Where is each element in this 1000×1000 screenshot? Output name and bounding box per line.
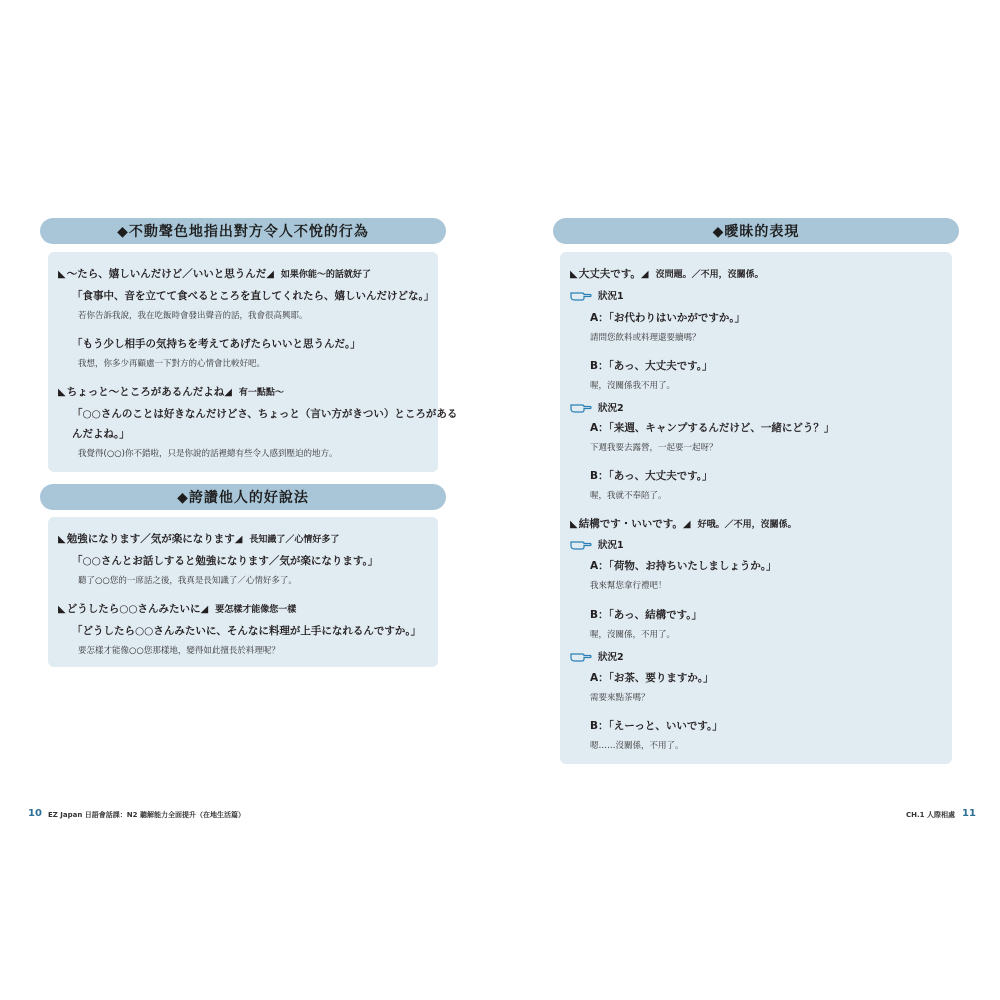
term-line bbox=[58, 531, 339, 546]
situation-text: 狀況2 bbox=[598, 403, 624, 414]
term-text: ちょっと～ところがあるんだよね bbox=[66, 386, 225, 398]
pointing-hand-icon bbox=[570, 650, 592, 662]
example-jp: んだよね。」 bbox=[72, 428, 130, 440]
footer-chapter: CH.1 人際相處 bbox=[906, 811, 955, 819]
dialog-a-zh: 請問您飲料或料理還要續嗎？ bbox=[590, 333, 701, 343]
dialog-a: A：「来週、キャンプするんだけど、一緒にどう？」 bbox=[590, 422, 835, 434]
section-title-text: ◆誇讚他人的好說法 bbox=[177, 490, 309, 506]
content-box-3 bbox=[560, 252, 952, 764]
dialog-b: B：「あっ、大丈夫です。」 bbox=[590, 470, 713, 482]
pointing-hand-icon bbox=[570, 538, 592, 550]
example-zh: 聽了○○您的一席話之後，我真是長知識了／心情好多了。 bbox=[78, 576, 297, 586]
term-text: 勉強になります／気が楽になります bbox=[66, 533, 235, 545]
triangle-icon: ◣ bbox=[58, 269, 66, 280]
section-title-praise bbox=[40, 484, 446, 510]
term-text: どうしたら○○さんみたいに bbox=[66, 603, 201, 615]
footer-title: EZ Japan 日語會話課：N2 聽解能力全面提升（在地生活篇） bbox=[48, 811, 245, 819]
section-title-text: ◆曖昧的表現 bbox=[712, 224, 800, 240]
triangle-icon: ◢ bbox=[640, 269, 649, 280]
example-zh: 若你告訴我說，我在吃飯時會發出聲音的話，我會很高興耶。 bbox=[78, 311, 308, 321]
section-title-text: ◆不動聲色地指出對方令人不悅的行為 bbox=[117, 224, 369, 240]
example-jp: 「もう少し相手の気持ちを考えてあげたらいいと思うんだ。」 bbox=[72, 338, 361, 350]
term-meaning: 有一點點～ bbox=[238, 388, 284, 398]
dialog-b: B：「あっ、大丈夫です。」 bbox=[590, 360, 713, 372]
situation-text: 狀況2 bbox=[598, 652, 624, 663]
situation-text: 狀況1 bbox=[598, 291, 624, 302]
term-meaning: 沒問題。／不用，沒關係。 bbox=[655, 270, 764, 280]
situation-text: 狀況1 bbox=[598, 540, 624, 551]
example-jp: 「○○さんのことは好きなんだけどさ、ちょっと（言い方がきつい）ところがある bbox=[72, 408, 458, 420]
dialog-a: A：「お代わりはいかがですか。」 bbox=[590, 312, 746, 324]
term-line bbox=[570, 516, 797, 531]
example-jp: 「どうしたら○○さんみたいに、そんなに料理が上手になれるんですか。」 bbox=[72, 625, 422, 637]
triangle-icon: ◣ bbox=[58, 534, 66, 545]
term-text: ～たら、嬉しいんだけど／いいと思うんだ bbox=[66, 268, 267, 280]
term-line bbox=[58, 601, 296, 616]
right-page bbox=[500, 0, 1000, 1000]
dialog-a: A：「荷物、お持ちいたしましょうか。」 bbox=[590, 560, 777, 572]
term-meaning: 要怎樣才能像您一樣 bbox=[215, 605, 297, 615]
term-text: 結構です・いいです。 bbox=[578, 518, 683, 530]
section-title-ambiguous bbox=[553, 218, 959, 244]
triangle-icon: ◢ bbox=[682, 519, 691, 530]
dialog-b-zh: 喔，沒關係我不用了。 bbox=[590, 381, 676, 391]
example-zh: 我想，你多少再顧慮一下對方的心情會比較好吧。 bbox=[78, 359, 266, 369]
triangle-icon: ◢ bbox=[234, 534, 243, 545]
example-zh: 我覺得(○○)你不錯啦，只是你說的話裡總有些令人感到壓迫的地方。 bbox=[78, 449, 338, 459]
term-line bbox=[58, 384, 284, 399]
situation-label bbox=[570, 400, 624, 414]
page-number: 10 bbox=[28, 808, 42, 819]
term-line bbox=[570, 266, 764, 281]
dialog-b-zh: 喔，我就不奉陪了。 bbox=[590, 491, 667, 501]
triangle-icon: ◣ bbox=[570, 269, 578, 280]
situation-label bbox=[570, 288, 624, 302]
example-jp: 「○○さんとお話しすると勉強になります／気が楽になります。」 bbox=[72, 555, 379, 567]
dialog-a: A：「お茶、要りますか。」 bbox=[590, 672, 714, 684]
example-zh: 要怎樣才能像○○您那樣地，變得如此擅長於料理呢？ bbox=[78, 646, 280, 656]
dialog-a-zh: 下週我要去露營，一起要一起呀？ bbox=[590, 443, 718, 453]
triangle-icon: ◣ bbox=[570, 519, 578, 530]
term-meaning: 好哦。／不用，沒關係。 bbox=[697, 520, 797, 530]
dialog-b: B：「あっ、結構です。」 bbox=[590, 609, 703, 621]
term-line bbox=[58, 266, 371, 281]
dialog-a-zh: 需要來點茶嗎？ bbox=[590, 693, 650, 703]
triangle-icon: ◢ bbox=[266, 269, 274, 280]
page-number: 11 bbox=[962, 808, 976, 819]
triangle-icon: ◢ bbox=[200, 604, 209, 615]
pointing-hand-icon bbox=[570, 289, 592, 301]
dialog-b: B：「えーっと、いいです。」 bbox=[590, 720, 723, 732]
term-meaning: 長知識了／心情好多了 bbox=[249, 535, 340, 545]
dialog-b-zh: 嗯……沒關係，不用了。 bbox=[590, 741, 684, 751]
dialog-b-zh: 喔，沒關係，不用了。 bbox=[590, 630, 676, 640]
situation-label bbox=[570, 649, 624, 663]
triangle-icon: ◢ bbox=[224, 387, 232, 398]
situation-label bbox=[570, 537, 624, 551]
term-meaning: 如果你能～的話就好了 bbox=[280, 270, 371, 280]
triangle-icon: ◣ bbox=[58, 604, 66, 615]
dialog-a-zh: 我來幫您拿行禮吧！ bbox=[590, 581, 667, 591]
section-title-unpleasant-behavior bbox=[40, 218, 446, 244]
term-text: 大丈夫です。 bbox=[578, 268, 641, 280]
content-box-1 bbox=[48, 252, 458, 472]
pointing-hand-icon bbox=[570, 401, 592, 413]
triangle-icon: ◣ bbox=[58, 387, 66, 398]
content-box-2 bbox=[48, 517, 438, 667]
example-jp: 「食事中、音を立てて食べるところを直してくれたら、嬉しいんだけどな。」 bbox=[72, 290, 435, 302]
